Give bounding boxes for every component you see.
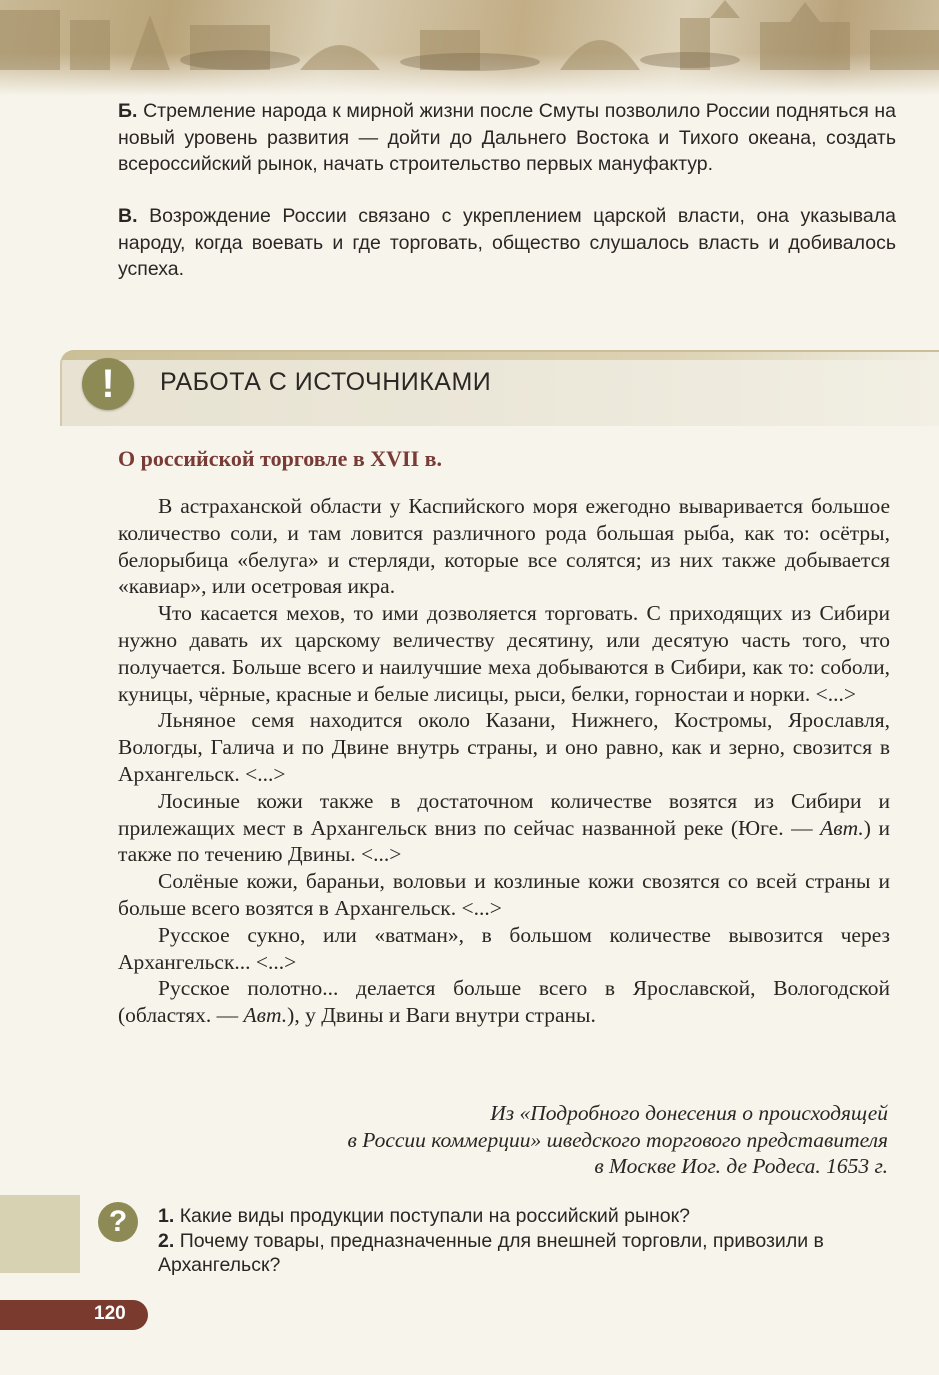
source-paragraph: Льняное семя находится около Казани, Нижнего, Костромы, Ярославля, Вологды, Галича и по Двине внутрь страны, и оно равно, как и зерно, свозится в Архангельск. <...> — [118, 708, 890, 786]
question-item — [158, 1204, 888, 1229]
question-text: Почему товары, предназначенные для внешней торговли, привозили в Архангельск? — [158, 1229, 824, 1276]
answer-option-v — [118, 203, 896, 283]
source-paragraph: Русское сукно, или «ватман», в большом количестве вывозится через Архангельск... <...> — [118, 922, 890, 974]
header-illustration — [0, 0, 939, 96]
source-text-run: ), у Двины и Ваги внутри страны. — [287, 1003, 596, 1028]
source-paragraph: В астраханской области у Каспийского моря ежегодно вываривается большое количество соли, и там ловится различного рода большая рыба, как то: осётры, белорыбица «белуга» и стерляди, которые все солятся; из них также добывается «кавиар», или осетровая икра. — [118, 494, 890, 599]
citation-line: в России коммерции» шведского торгового представителя — [347, 1127, 888, 1152]
source-paragraph: Солёные кожи, бараньи, воловьи и козлиные кожи свозятся со всей страны и больше всего возятся в Архангельск. <...> — [118, 869, 890, 920]
source-heading: О российской торговле в XVII в. — [118, 446, 443, 471]
citation-line: в Москве Иог. де Родеса. 1653 г. — [594, 1154, 888, 1178]
page-number: 120 — [94, 1303, 126, 1324]
questions-list — [158, 1204, 888, 1278]
answer-option-b-letter: Б. — [118, 100, 138, 122]
source-text-run: ) и также по течению Двины. <...> — [118, 815, 890, 867]
source-paragraph — [118, 788, 890, 868]
question-item — [158, 1229, 888, 1278]
question-number: 2. — [158, 1229, 175, 1252]
source-paragraph — [118, 975, 890, 1029]
answer-option-v-text: Возрождение России связано с укреплением царской власти, она указывала народу, когда воевать и где торговать, общество слушалось власть и добивалось успеха. — [118, 205, 897, 280]
section-title: РАБОТА С ИСТОЧНИКАМИ — [160, 368, 492, 396]
page-number-tab — [0, 1300, 148, 1330]
question-text: Какие виды продукции поступали на российский рынок? — [179, 1205, 690, 1227]
source-paragraph: Что касается мехов, то ими дозволяется торговать. С приходящих из Сибири нужно давать их царскому величеству десятину, или десятую часть того, что получается. Больше всего и наилучшие меха добываются в Сибири, как то: соболи, куницы, чёрные, красные и белые лисицы, рыси, белки, горностаи и норки. <...> — [118, 601, 890, 706]
source-text — [118, 493, 890, 1029]
exclamation-icon: ! — [82, 358, 134, 410]
question-number: 1. — [158, 1205, 175, 1227]
header-cityscape-icon — [0, 0, 939, 96]
citation-line: Из «Подробного донесения о происходящей — [490, 1101, 888, 1125]
source-text-run: Лосиные кожи также в достаточном количестве возятся из Сибири и прилежащих мест в Архангельск вниз по сейчас названной реке (Юге. — — [118, 788, 890, 840]
author-note: Авт. — [820, 815, 864, 840]
answer-option-v-letter: В. — [118, 205, 138, 227]
answer-option-b-text: Стремление народа к мирной жизни после Смуты позволило России подняться на новый уровень развития — дойти до Дальнего Востока и Тихого океана, создать всероссийский рынок, начать строительство первых мануфактур. — [118, 100, 896, 175]
question-icon: ? — [98, 1202, 138, 1242]
source-text-run: Русское полотно... делается больше всего в Ярославской, Вологодской (областях. — — [118, 976, 890, 1028]
author-note: Авт. — [243, 1003, 288, 1028]
side-panel-decoration — [0, 1195, 80, 1273]
source-citation — [220, 1100, 888, 1180]
answer-option-b — [118, 98, 896, 178]
